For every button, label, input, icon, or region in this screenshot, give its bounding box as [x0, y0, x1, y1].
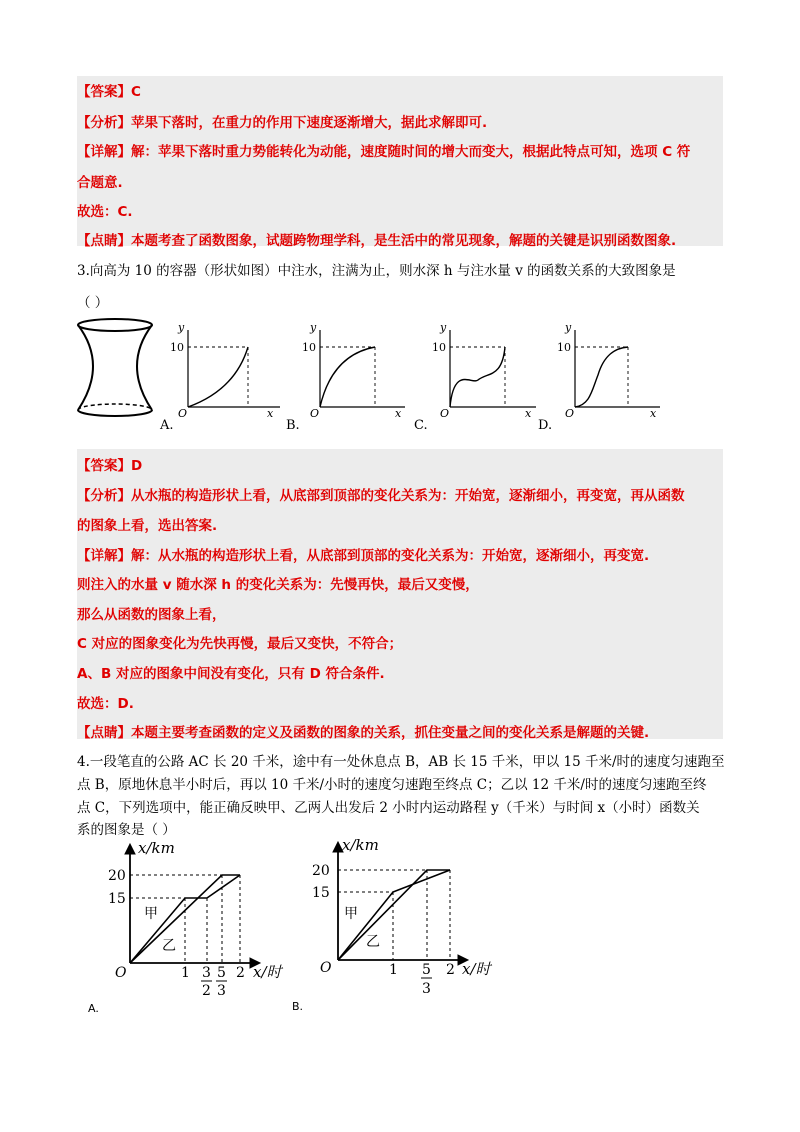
choice-text: 故选：C.	[77, 204, 133, 220]
detail-text: 【详解】解：苹果下落时重力势能转化为动能，速度随时间的增大而变大，根据此特点可知，选项 C 符	[77, 144, 691, 160]
q4-a-x-tick-2: 2	[236, 965, 245, 981]
q4-option-a: A.	[88, 1002, 99, 1015]
q4-graph-b	[333, 842, 468, 965]
q4-b-tick-15: 15	[312, 885, 330, 901]
analysis-text-cont: 的图象上看，选出答案.	[77, 518, 218, 534]
graph-d-origin: O	[565, 407, 575, 420]
curve-d	[575, 347, 628, 407]
detail-text-cont: 合题意.	[77, 175, 123, 191]
answer-label: 【答案】C	[77, 84, 141, 100]
question-3-stem: 3.向高为 10 的容器（形状如图）中注水，注满为止，则水深 h 与注水量 v 的函数关系的大致图象是	[77, 263, 676, 279]
detail-text-3: 那么从函数的图象上看，	[77, 607, 226, 623]
q4-a-origin: O	[115, 965, 127, 981]
q3-option-d: D.	[538, 418, 553, 433]
graph-d-x-label: x	[650, 407, 657, 420]
q3-option-b: B.	[286, 418, 300, 433]
comment-text: 【点睛】本题考查了函数图象，试题跨物理学科，是生活中的常见现象，解题的关键是识别函数图象.	[77, 233, 677, 249]
q4-b-jia-label: 甲	[344, 906, 358, 922]
question-4-stem-2: 点 B，原地休息半小时后，再以 10 千米/小时的速度匀速跑至终点 C；乙以 12 千米/时的速度匀速跑至终	[77, 777, 707, 793]
analysis-text: 【分析】从水瓶的构造形状上看，从底部到顶部的变化关系为：开始宽，逐渐细小，再变宽，再从函数	[77, 488, 685, 504]
graph-d-y-label: y	[565, 321, 572, 334]
question-4-stem-4: 系的图象是（ ）	[77, 822, 176, 838]
q4-option-b: B.	[292, 1000, 304, 1013]
graph-b	[320, 330, 405, 407]
graph-a-origin: O	[178, 407, 188, 420]
question-4-stem-3: 点 C，下列选项中，能正确反映甲、乙两人出发后 2 小时内运动路程 y（千米）与时间 x（小时）函数关	[77, 800, 700, 816]
answer-label: 【答案】D	[77, 458, 143, 474]
detail-text: 【详解】解：从水瓶的构造形状上看，从底部到顶部的变化关系为：开始宽，逐渐细小，再变宽.	[77, 548, 650, 564]
graph-a-level: 10	[170, 341, 184, 354]
choice-text: 故选：D.	[77, 696, 134, 712]
analysis-text: 【分析】苹果下落时，在重力的作用下速度逐渐增大，据此求解即可.	[77, 115, 488, 131]
q4-a-y-label: x/km	[138, 839, 175, 857]
q4-b-x-label: x/时	[462, 960, 491, 978]
graph-b-y-label: y	[310, 321, 317, 334]
curve-b	[320, 347, 375, 407]
q4-a-tick-15: 15	[108, 891, 126, 907]
q4-b-yi-label: 乙	[366, 934, 380, 950]
curve-c	[450, 347, 505, 407]
q4-a-x-tick-1: 1	[181, 965, 190, 981]
graph-a	[188, 330, 280, 407]
answer-block-q2	[77, 76, 723, 246]
graph-d-level: 10	[557, 341, 571, 354]
graph-d	[575, 330, 660, 407]
q4-a-yi-label: 乙	[162, 938, 176, 954]
q4-a-frac2-num: 5	[217, 965, 226, 981]
graph-b-x-label: x	[395, 407, 402, 420]
graph-b-level: 10	[302, 341, 316, 354]
q4-b-frac-den: 3	[422, 981, 431, 997]
q4-b-frac-num: 5	[422, 962, 431, 978]
graph-c-x-label: x	[525, 407, 532, 420]
q4-a-tick-20: 20	[108, 868, 126, 884]
question-3-paren: （ ）	[77, 295, 109, 311]
question-4-stem-1: 4.一段笔直的公路 AC 长 20 千米，途中有一处休息点 B，AB 长 15 千米，甲以 15 千米/时的速度匀速跑至	[77, 754, 725, 770]
q4-b-origin: O	[320, 960, 332, 976]
detail-text-4: C 对应的图象变化为先快再慢，最后又变快，不符合；	[77, 636, 403, 652]
graph-a-x-label: x	[267, 407, 274, 420]
detail-text-5: A、B 对应的图象中间没有变化，只有 D 符合条件.	[77, 666, 385, 682]
q4-a-frac1-num: 3	[202, 965, 211, 981]
graph-b-origin: O	[310, 407, 320, 420]
q4-b-tick-20: 20	[312, 863, 330, 879]
q4-b-x-tick-2: 2	[446, 962, 455, 978]
comment-text: 【点睛】本题主要考查函数的定义及函数的图象的关系，抓住变量之间的变化关系是解题的关键.	[77, 725, 650, 741]
q4-b-x-tick-1: 1	[389, 962, 398, 978]
q4-a-frac1-den: 2	[202, 983, 211, 999]
detail-text-2: 则注入的水量 v 随水深 h 的变化关系为：先慢再快，最后又变慢，	[77, 577, 479, 593]
graph-c-origin: O	[440, 407, 450, 420]
q3-option-c: C.	[414, 418, 428, 433]
graph-c-y-label: y	[440, 321, 447, 334]
q3-figures	[70, 310, 670, 435]
graph-c	[450, 330, 536, 407]
q4-b-y-label: x/km	[342, 838, 379, 854]
curve-a	[188, 347, 248, 407]
q4-a-frac2-den: 3	[217, 983, 226, 999]
q4-a-jia-label: 甲	[144, 906, 158, 922]
container-figure	[78, 319, 152, 416]
q3-option-a: A.	[160, 418, 174, 433]
graph-a-y-label: y	[178, 321, 185, 334]
q4-a-x-label: x/时	[253, 963, 282, 981]
graph-c-level: 10	[432, 341, 446, 354]
